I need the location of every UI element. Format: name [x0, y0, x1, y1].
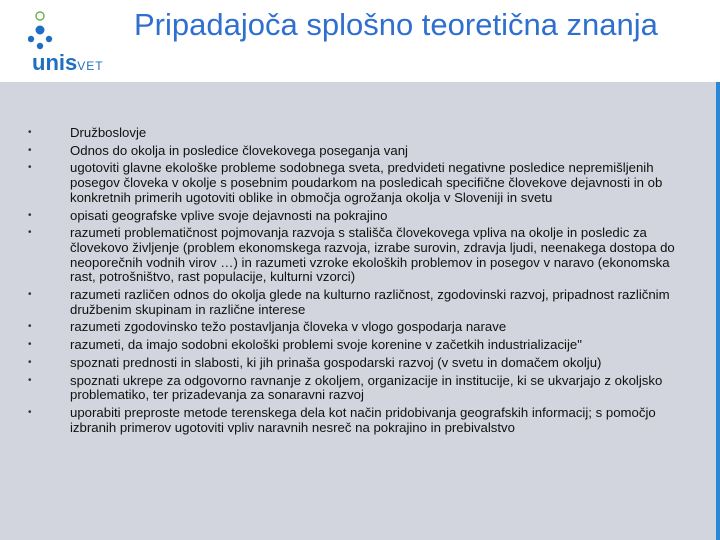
list-item [26, 209, 686, 224]
list-item [26, 406, 686, 435]
list-item [26, 288, 686, 317]
logo-name-main: unis [32, 50, 78, 75]
logo-name-suffix: VET [77, 59, 104, 73]
bullet-list [26, 126, 686, 438]
list-item [26, 320, 686, 335]
list-item-text: razumeti zgodovinsko težo postavljanja človeka v vlogo gospodarja narave [70, 319, 507, 335]
accent-bar [716, 82, 720, 540]
slide-title: Pripadajoča splošno teoretična znanja [134, 7, 658, 42]
list-item [26, 126, 686, 141]
list-item [26, 226, 686, 285]
list-item-text: razumeti problematičnost pojmovanja razvoja s stališča človekovega vpliva na okolje in posledic za človekovo življenje (problem ekonomskega razvoja, izrabe surovin, zdravja ljudi, neenakega dostopa do neoporečnih vodnih virov …) in razumeti vzroke ekoloških problemov in posegov v naravo (ekonomska rast, potrošništvo, rast populacije, kulturni vzorci) [70, 225, 675, 285]
list-item [26, 338, 686, 353]
bullet-icon: • [28, 227, 32, 239]
list-item [26, 144, 686, 159]
unisvet-logo [28, 10, 128, 80]
list-item-text: uporabiti preproste metode terenskega dela kot način pridobivanja geografskih informacij; s pomočjo izbranih primerov ugotoviti vpliv naravnih nesreč na pokrajino in prebivalstvo [70, 404, 656, 435]
bullet-icon: • [28, 127, 32, 138]
bullet-icon: • [28, 321, 32, 333]
bullet-icon: • [28, 339, 32, 351]
list-item-text: razumeti, da imajo sodobni ekološki problemi svoje korenine v začetkih industrializacije" [70, 337, 582, 353]
list-item-text: razumeti različen odnos do okolja glede na kulturno različnost, zgodovinski razvoj, pripadnost različnim družbenim skupinam in različne interese [70, 287, 670, 317]
bullet-icon: • [28, 406, 32, 418]
list-item-text: Odnos do okolja in posledice človekovega poseganja vanj [70, 142, 408, 158]
content-panel [0, 82, 720, 540]
logo-wordmark [32, 50, 104, 76]
list-item-text: ugotoviti glavne ekološke probleme sodobnega sveta, predvideti negativne posledice nepremišljenih posegov človeka v okolje s posebnim poudarkom na posledicah specifične človekove dejavnosti in ob konkretnih primerih ugotoviti oblike in območja ogrožanja okolja v Sloveniji in svetu [70, 160, 663, 205]
bullet-icon: • [28, 162, 32, 174]
list-item-text: opisati geografske vplive svoje dejavnosti na pokrajino [70, 207, 388, 223]
list-item-text: spoznati ukrepe za odgovorno ravnanje z okoljem, organizacije in institucije, ki se ukvarjajo z okoljsko problematiko, ter prizadevanja za sonaravni razvoj [70, 372, 663, 403]
list-item [26, 161, 686, 205]
bullet-icon: • [28, 374, 32, 386]
list-item [26, 374, 686, 403]
logo-emblem-icon [28, 10, 128, 54]
list-item-text: spoznati prednosti in slabosti, ki jih prinaša gospodarski razvoj (v svetu in domačem okolju) [70, 354, 602, 370]
list-item [26, 356, 686, 371]
list-item-text: Družboslovje [70, 125, 147, 140]
bullet-icon: • [28, 356, 32, 368]
bullet-icon: • [28, 144, 32, 156]
bullet-icon: • [28, 209, 32, 221]
bullet-icon: • [28, 289, 32, 301]
